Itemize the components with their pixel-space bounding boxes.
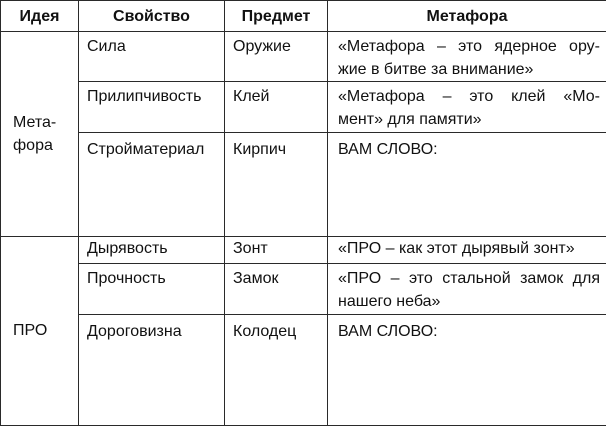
property-cell: Прилипчивость <box>79 82 225 133</box>
idea-text-line: Мета- <box>13 113 57 131</box>
table-row <box>1 133 606 236</box>
idea-text-line: ПРО <box>13 322 48 340</box>
property-cell: Сила <box>79 32 225 82</box>
idea-cell-pro <box>1 236 79 425</box>
property-cell: Прочность <box>79 263 225 314</box>
subject-cell: Зонт <box>225 236 328 263</box>
metaphor-text-line: мент» для памяти» <box>338 111 482 129</box>
metaphor-text-line: «Метафора – это клей «Мо- <box>338 88 600 106</box>
metaphor-cell <box>328 314 606 425</box>
property-cell: Стройматериал <box>79 133 225 236</box>
metaphor-text-line: нашего неба» <box>338 292 441 310</box>
metaphor-cell <box>328 82 606 133</box>
subject-cell: Замок <box>225 263 328 314</box>
metaphor-text-line: ВАМ СЛОВО: <box>338 322 438 340</box>
header-property: Свойство <box>79 1 225 32</box>
header-row <box>1 1 606 32</box>
property-cell: Дырявость <box>79 236 225 263</box>
table-row <box>1 314 606 425</box>
table-row <box>1 32 606 82</box>
metaphor-text-line: жие в битве за внимание» <box>338 61 534 79</box>
metaphor-text-line: «ПРО – это стальной замок для <box>338 269 600 287</box>
table-row <box>1 236 606 263</box>
subject-cell: Колодец <box>225 314 328 425</box>
metaphor-text-line: «ПРО – как этот дырявый зонт» <box>338 239 575 257</box>
property-cell: Дороговизна <box>79 314 225 425</box>
subject-cell: Оружие <box>225 32 328 82</box>
idea-text-line: фора <box>13 136 53 154</box>
subject-cell: Кирпич <box>225 133 328 236</box>
header-subject: Предмет <box>225 1 328 32</box>
metaphor-cell <box>328 263 606 314</box>
metaphor-text-line: «Метафора – это ядерное ору- <box>338 38 600 56</box>
metaphor-cell <box>328 133 606 236</box>
subject-cell: Клей <box>225 82 328 133</box>
idea-cell-metaphor <box>1 32 79 236</box>
table-row <box>1 82 606 133</box>
header-idea: Идея <box>1 1 79 32</box>
metaphor-text-line: ВАМ СЛОВО: <box>338 141 438 159</box>
header-metaphor: Метафора <box>328 1 606 32</box>
metaphor-cell <box>328 32 606 82</box>
table-row <box>1 263 606 314</box>
metaphor-cell <box>328 236 606 263</box>
